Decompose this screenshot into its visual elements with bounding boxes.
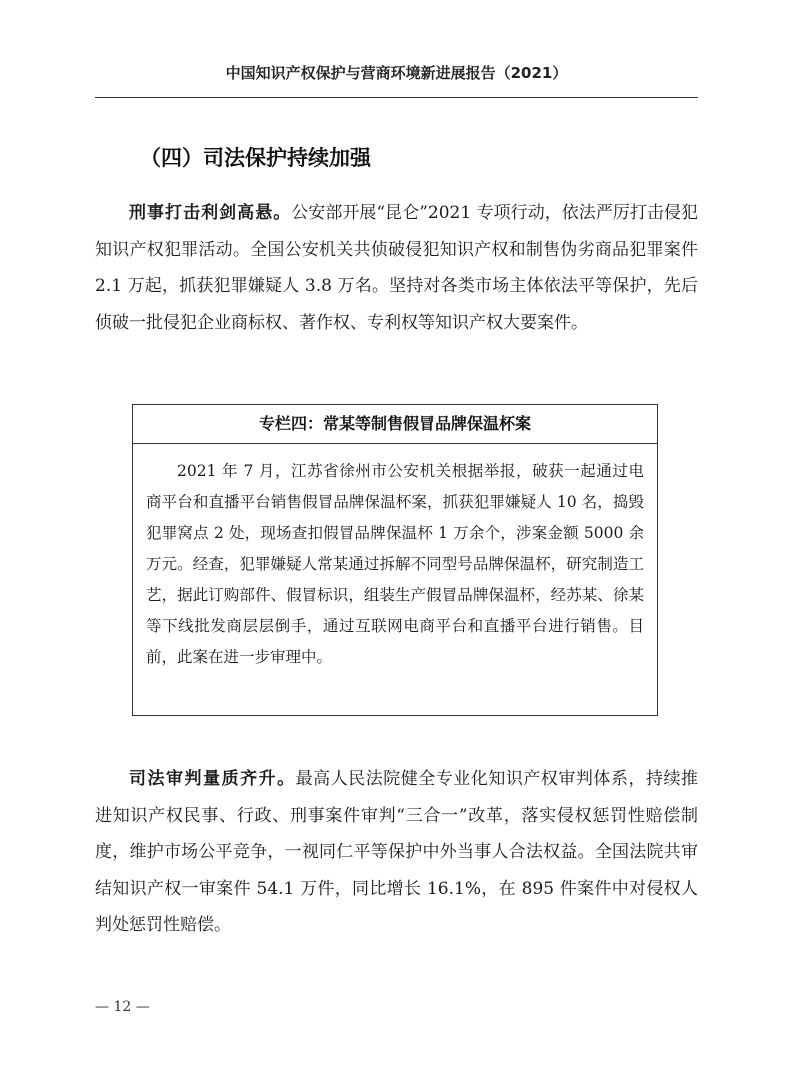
paragraph-lead-judicial: 司法审判量质齐升。 xyxy=(129,769,296,789)
page-number: — 12 — xyxy=(95,999,150,1015)
case-study-title: 专栏四：常某等制售假冒品牌保温杯案 xyxy=(133,405,657,444)
header-divider xyxy=(95,97,698,98)
case-study-box xyxy=(132,404,658,716)
case-study-body: 2021 年 7 月，江苏省徐州市公安机关根据举报，破获一起通过电商平台和直播平台销售假冒品牌保温杯案，抓获犯罪嫌疑人 10 名，捣毁犯罪窝点 2 处，现场查扣假冒品牌保温杯 1 万余个，涉案金额 5000 余万元。经查，犯罪嫌疑人常某通过拆解不同型号品牌保温杯，研究制造工艺，据此订购部件、假冒标识，组装生产假冒品牌保温杯，经苏某、徐某等下线批发商层层倒手，通过互联网电商平台和直播平台进行销售。目前，此案在进一步审理中。 xyxy=(146,462,644,666)
paragraph-body-judicial: 最高人民法院健全专业化知识产权审判体系，持续推进知识产权民事、行政、刑事案件审判“三合一”改革，落实侵权惩罚性赔偿制度，维护市场公平竞争，一视同仁平等保护中外当事人合法权益。全国法院共审结知识产权一审案件 54.1 万件，同比增长 16.1%，在 895 件案件中对侵权人判处惩罚性赔偿。 xyxy=(95,769,699,935)
paragraph-lead-criminal: 刑事打击利剑高悬。 xyxy=(129,203,292,223)
paragraph-judicial-trial xyxy=(95,761,698,944)
paragraph-criminal-enforcement xyxy=(95,195,698,341)
paragraph-body-criminal: 公安部开展“昆仑”2021 专项行动，依法严厉打击侵犯知识产权犯罪活动。全国公安机关共侦破侵犯知识产权和制售伪劣商品犯罪案件 2.1 万起，抓获犯罪嫌疑人 3.8 万名。坚持对各类市场主体依法平等保护，先后侦破一批侵犯企业商标权、著作权、专利权等知识产权大要案件。 xyxy=(95,203,699,333)
running-header: 中国知识产权保护与营商环境新进展报告（2021） xyxy=(225,64,568,82)
section-heading: （四）司法保护持续加强 xyxy=(140,146,371,170)
